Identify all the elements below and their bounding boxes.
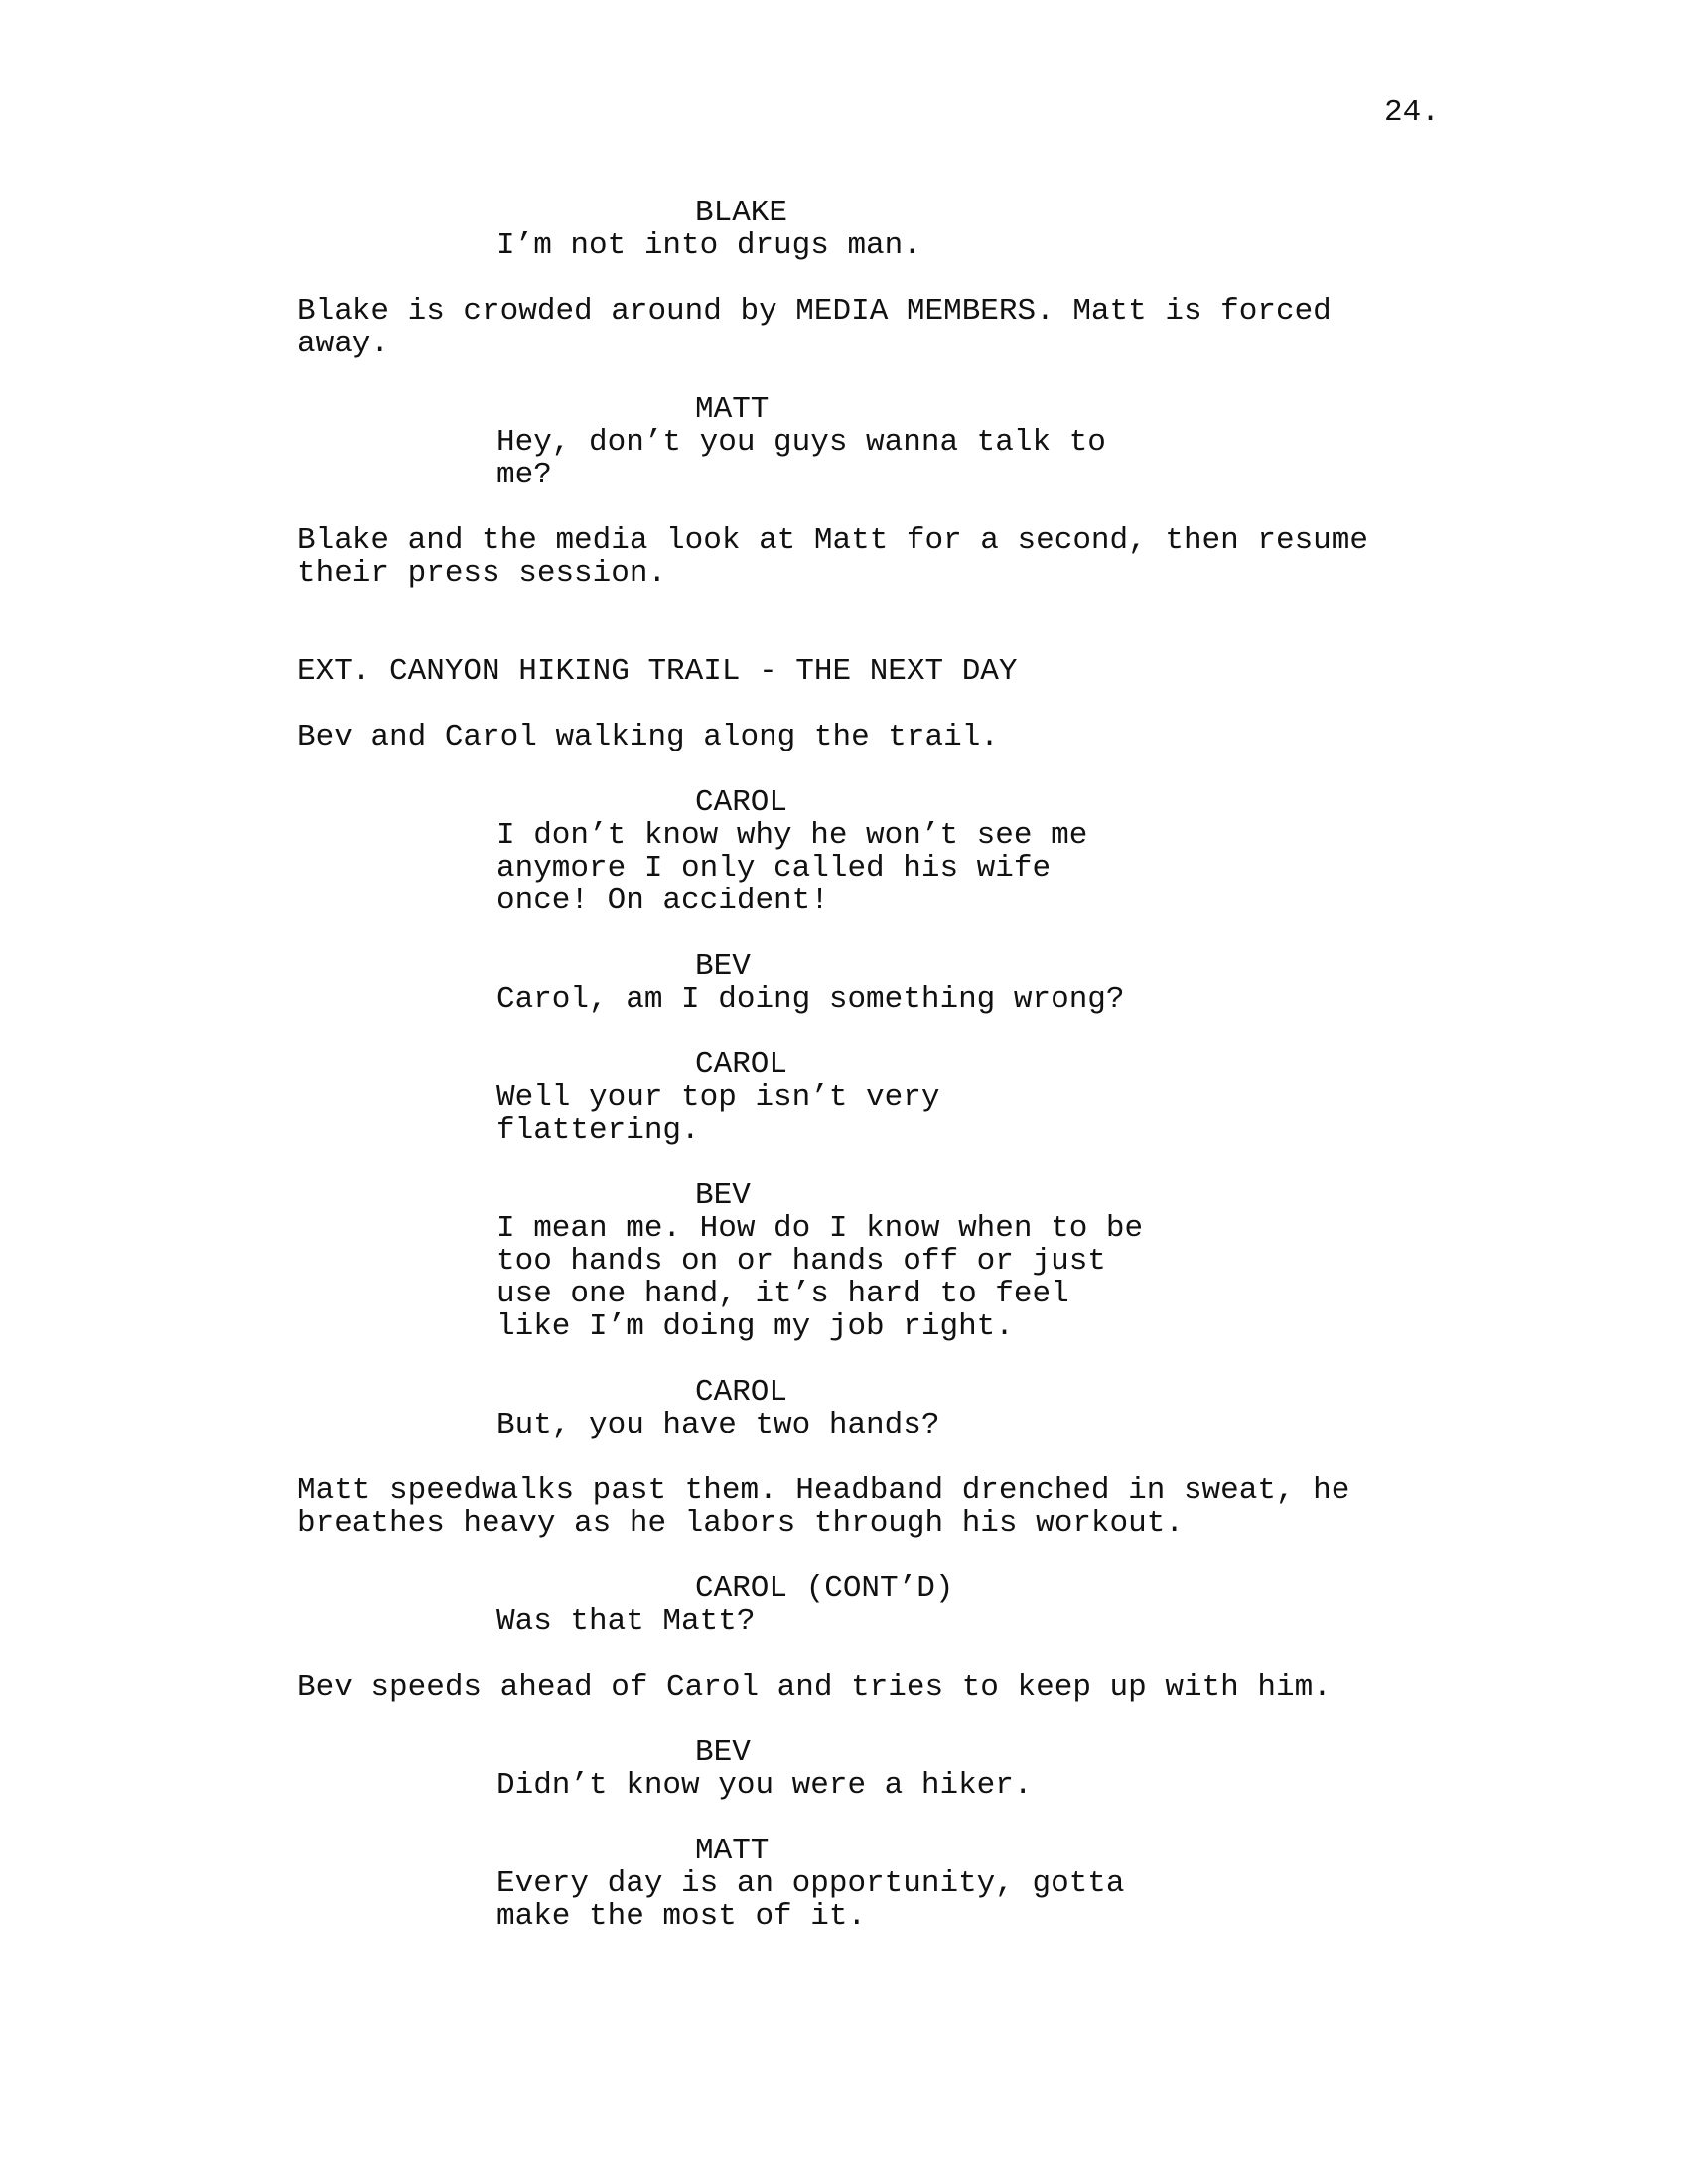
dialogue-line: too hands on or hands off or just (496, 1244, 1106, 1279)
action (297, 1474, 1429, 1540)
dialogue-line: Every day is an opportunity, gotta (496, 1866, 1125, 1901)
dialogue-line: Hey, don’t you guys wanna talk to (496, 425, 1106, 460)
dialogue-line: Didn’t know you were a hiker. (496, 1768, 1033, 1803)
dialogue-line: Was that Matt? (496, 1604, 756, 1639)
action-line: Blake is crowded around by MEDIA MEMBERS. Matt is forced (297, 294, 1332, 329)
dialogue-line: I’m not into drugs man. (496, 228, 921, 263)
scene-heading: EXT. CANYON HIKING TRAIL - THE NEXT DAY (297, 654, 1018, 689)
dialogue-line: once! On accident! (496, 884, 829, 918)
dialogue-line: Well your top isn’t very (496, 1080, 940, 1115)
action (297, 295, 1429, 360)
dialogue (496, 426, 1211, 491)
action (297, 1671, 1429, 1704)
dialogue-line: I don’t know why he won’t see me (496, 818, 1088, 853)
action-line: Bev and Carol walking along the trail. (297, 720, 999, 754)
character-name: CAROL (695, 1375, 788, 1410)
dialogue (496, 983, 1211, 1016)
dialogue-line: I mean me. How do I know when to be (496, 1211, 1144, 1246)
dialogue-line: anymore I only called his wife (496, 851, 1052, 886)
dialogue (496, 819, 1211, 917)
character-name: MATT (695, 1834, 770, 1868)
action-line: Matt speedwalks past them. Headband drenched in sweat, he (297, 1473, 1350, 1508)
action-line: their press session. (297, 556, 667, 591)
dialogue (496, 1605, 1211, 1638)
action (297, 524, 1429, 590)
action-line: breathes heavy as he labors through his workout. (297, 1506, 1184, 1541)
character-name: CAROL (CONT’D) (695, 1571, 954, 1606)
character-name: BEV (695, 1178, 751, 1213)
action-line: Bev speeds ahead of Carol and tries to keep up with him. (297, 1670, 1332, 1705)
dialogue-line: me? (496, 458, 552, 492)
dialogue (496, 1769, 1211, 1802)
dialogue-line: make the most of it. (496, 1899, 867, 1934)
character-name: MATT (695, 392, 770, 427)
character-name: BEV (695, 1735, 751, 1770)
character-name: CAROL (695, 785, 788, 820)
character-name: BEV (695, 949, 751, 984)
character-name: CAROL (695, 1047, 788, 1082)
dialogue-line: use one hand, it’s hard to feel (496, 1277, 1069, 1311)
action-line: away. (297, 327, 390, 361)
dialogue (496, 1409, 1211, 1441)
dialogue-line: Carol, am I doing something wrong? (496, 982, 1125, 1017)
dialogue-line: flattering. (496, 1113, 700, 1148)
dialogue-line: like I’m doing my job right. (496, 1309, 1014, 1344)
dialogue (496, 229, 1211, 262)
action (297, 721, 1429, 753)
action-line: Blake and the media look at Matt for a second, then resume (297, 523, 1368, 558)
page-number: 24. (1384, 95, 1440, 130)
dialogue (496, 1212, 1211, 1343)
dialogue (496, 1081, 1211, 1147)
dialogue (496, 1867, 1211, 1933)
dialogue-line: But, you have two hands? (496, 1408, 940, 1442)
character-name: BLAKE (695, 196, 788, 230)
